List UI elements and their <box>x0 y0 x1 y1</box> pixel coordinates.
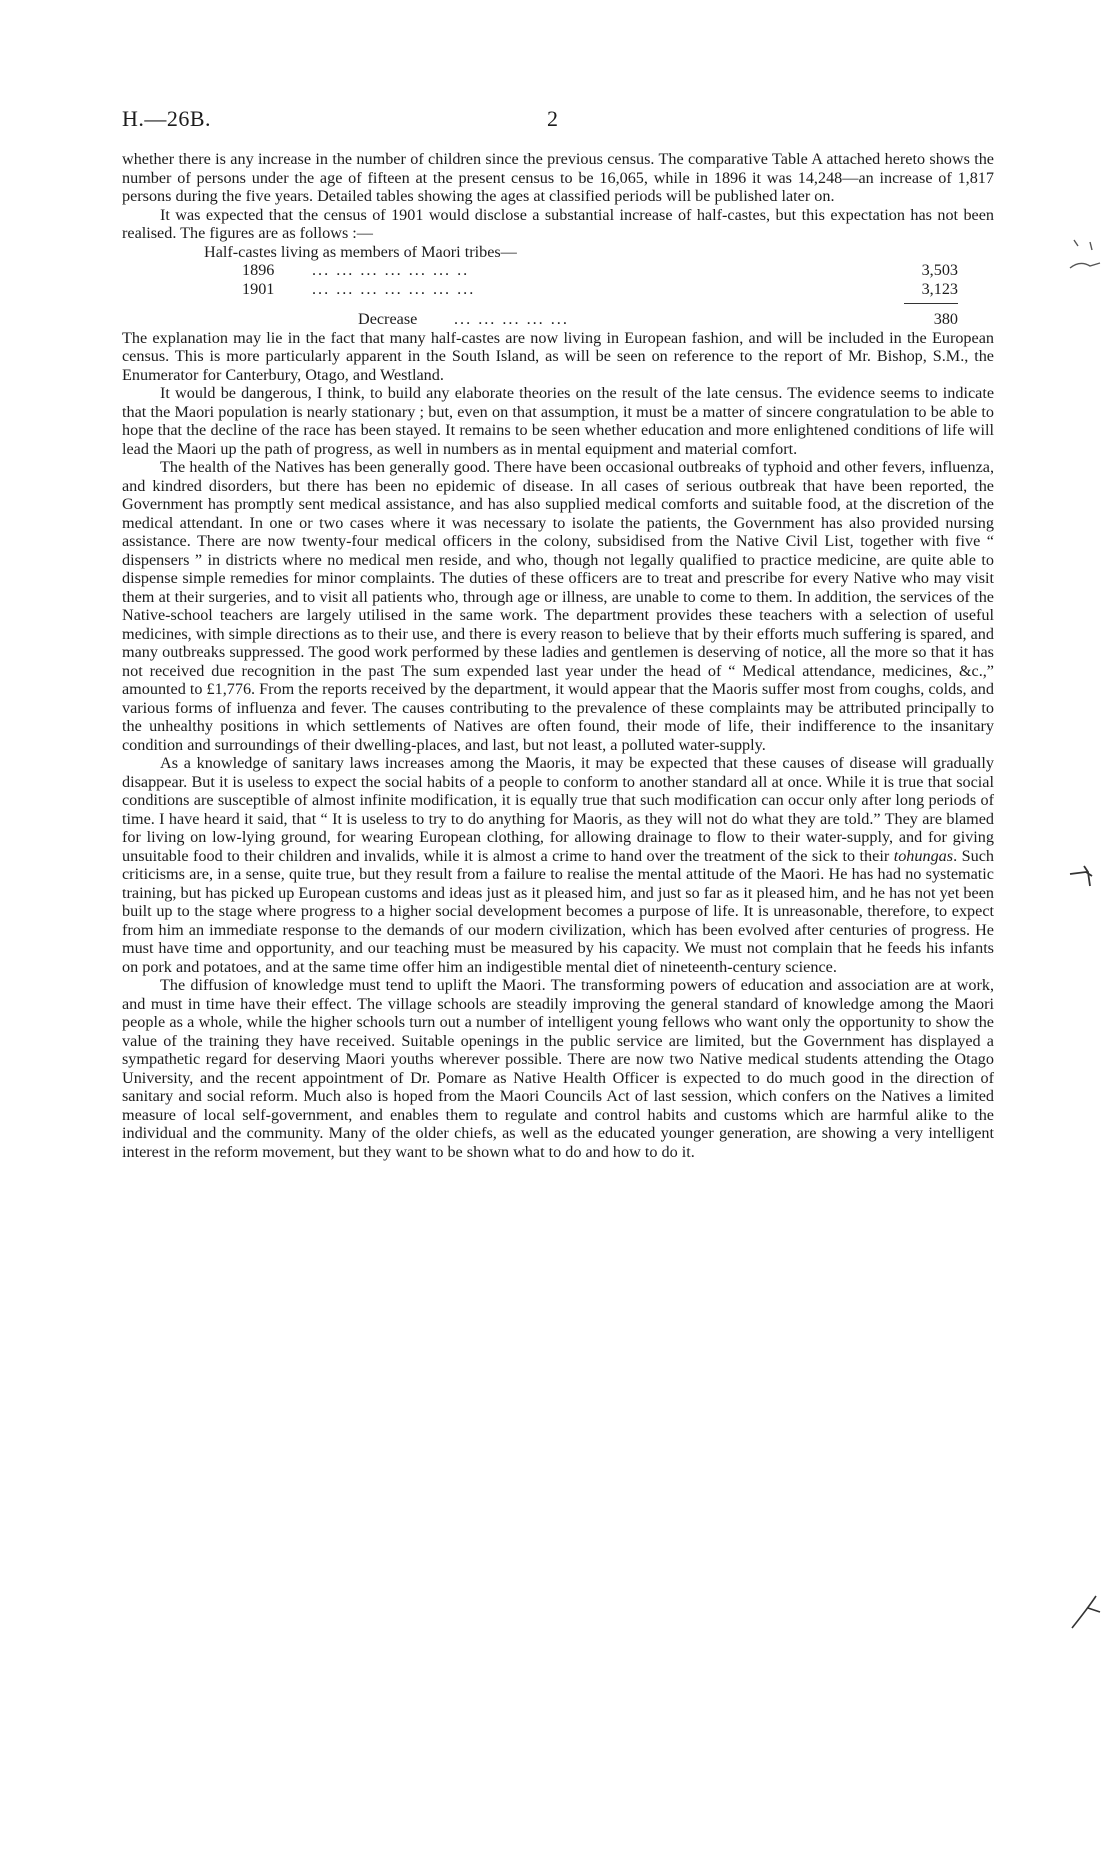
table-leader: ... ... ... ... ... <box>454 310 569 328</box>
decrease-value: 380 <box>933 310 958 328</box>
table-rule-row <box>122 298 994 310</box>
table-leader: ... ... ... ... ... ... ... <box>312 279 476 298</box>
table-year: 1896 <box>242 261 275 279</box>
margin-mark <box>1068 236 1102 276</box>
paragraph-5: The health of the Natives has been generally good. There have been occasional outbreaks of typhoid and other fevers, influenza, and kindred disorders, but there has been no epidemic of disease. In all cases of serious outbreak that have been reported, the Government has promptly sent medical assistance, and has also supplied medical comforts and suitable food, at the discretion of the medical attendant. In one or two cases where it was necessary to isolate the patients, the Government has also provided nursing assistance. There are now twenty-four medical officers in the colony, subsidised from the Native Civil List, together with five “ dispensers ” in districts where no medical men reside, and who, though not legally qualified to practice medicine, are quite able to dispense simple remedies for minor complaints. The duties of these officers are to treat and prescribe for every Native who may visit them at their surgeries, and to visit all patients who, through age or illness, are unable to come to them. In addition, the services of the Native-school teachers are largely utilised in the same work. The department provides these teachers with a selection of useful medicines, with simple directions as to their use, and there is every reason to believe that by their efforts much suffering is spared, and many outbreaks suppressed. The good work performed by these ladies and gentlemen is deserving of notice, all the more so that it has not received due recognition in the past The sum expended last year under the head of “ Medical attendance, medicines, &c.,” amounted to £1,776. From the reports received by the department, it would appear that the Maoris suffer most from coughs, colds, and various forms of influenza and fever. The causes contributing to the prevalence of these complaints may be attributed principally to the unhealthy positions in which settlements of Natives are often found, their mode of life, their indifference to the insanitary condition and surroundings of their dwelling-places, and last, but not least, a polluted water-supply. <box>122 458 994 754</box>
table-value: 3,123 <box>921 279 958 298</box>
paragraph-6 <box>122 754 994 976</box>
table-heading: Half-castes living as members of Maori tribes— <box>204 242 517 261</box>
halfcaste-table <box>122 243 994 329</box>
sum-rule <box>904 303 958 304</box>
document-reference: H.—26B. <box>122 106 212 131</box>
table-leader: ... ... ... ... ... ... .. <box>312 261 470 279</box>
table-year: 1901 <box>242 279 275 298</box>
body-text <box>122 150 994 1161</box>
table-value: 3,503 <box>921 261 958 279</box>
margin-mark <box>1068 1590 1104 1630</box>
paragraph-3: The explanation may lie in the fact that many half-castes are now living in European fashion, and will be included in the European census. This is more particularly apparent in the South Island, as will be seen on reference to the report of Mr. Bishop, S.M., the Enumerator for Canterbury, Otago, and Westland. <box>122 328 994 384</box>
paragraph-1: whether there is any increase in the number of children since the previous census. The comparative Table A attached hereto shows the number of persons under the age of fifteen at the present census to be 16,065, while in 1896 it was 14,248—an increase of 1,817 persons during the five years. Detailed tables showing the ages at classified periods will be published later on. <box>122 150 994 205</box>
page-number: 2 <box>547 106 558 131</box>
tohungas-term: tohungas <box>893 846 954 865</box>
table-row <box>122 280 994 299</box>
paragraph-7: The diffusion of knowledge must tend to uplift the Maori. The transforming powers of education and association are at work, and must in time have their effect. The village schools are steadily improving the general standard of knowledge among the Maori people as a whole, while the higher schools turn out a number of intelligent young fellows who want only the opportunity to show the value of the training they have received. Suitable openings in the public service are limited, but the Government has displayed a sympathetic regard for deserving Maori youths wherever possible. There are now two Native medical students attending the Otago University, and the recent appointment of Dr. Pomare as Native Health Officer is expected to do much good in the direction of sanitary and social reform. Much also is hoped from the Maori Councils Act of last session, which confers on the Natives a limited measure of local self-government, and enables them to regulate and control habits and customs which are harmful alike to the individual and the community. Many of the older chiefs, as well as the educated younger generation, are showing a very intelligent interest in the reform movement, but they want to be shown what to do and how to do it. <box>122 976 994 1161</box>
decrease-label: Decrease <box>358 310 418 328</box>
table-heading-row <box>122 243 994 262</box>
margin-mark <box>1068 862 1098 890</box>
paragraph-2: It was expected that the census of 1901 would disclose a substantial increase of half-castes, but this expectation has not been realised. The figures are as follows :— <box>122 205 994 242</box>
table-total-row <box>122 310 994 329</box>
paragraph-6-part-1: As a knowledge of sanitary laws increases among the Maoris, it may be expected that these causes of disease will gradually disappear. But it is useless to expect the social habits of a people to conform to another standard all at once. While it is true that social conditions are susceptible of almost infinite modification, it is equally true that such modification can occur only after long periods of time. I have heard it said, that “ It is useless to try to do anything for Maoris, as they will not do what they are told.” They are blamed for living on low-lying ground, for wearing European clothing, for allowing drainage to flow to their water-supply, and for giving unsuitable food to their children and invalids, while it is almost a crime to hand over the treatment of the sick to their <box>122 754 994 865</box>
paragraph-6-part-2: . Such criticisms are, in a sense, quite true, but they result from a failure to realise the mental attitude of the Maori. He has had no systematic training, but has picked up European customs and ideas just as it pleased him, and just so far as it pleased him, and he has not yet been built up to the stage where progress to a higher social development becomes a purpose of life. It is unreasonable, therefore, to expect from him an immediate response to the demands of our modern civilization, which has been evolved after centuries of progress. He must have time and opportunity, and our teaching must be measured by his capacity. We must not complain that he feeds his infants on pork and potatoes, and at the same time offer him an indigestible mental diet of nineteenth-century science. <box>122 846 994 976</box>
table-row <box>122 261 994 280</box>
paragraph-4: It would be dangerous, I think, to build any elaborate theories on the result of the late census. The evidence seems to indicate that the Maori population is nearly stationary ; but, even on that assumption, it must be a matter of sincere congratulation to be able to hope that the decline of the race has been stayed. It remains to be seen whether education and more enlightened conditions of life will lead the Maori up the path of progress, as well in numbers as in mental equipment and material comfort. <box>122 384 994 458</box>
